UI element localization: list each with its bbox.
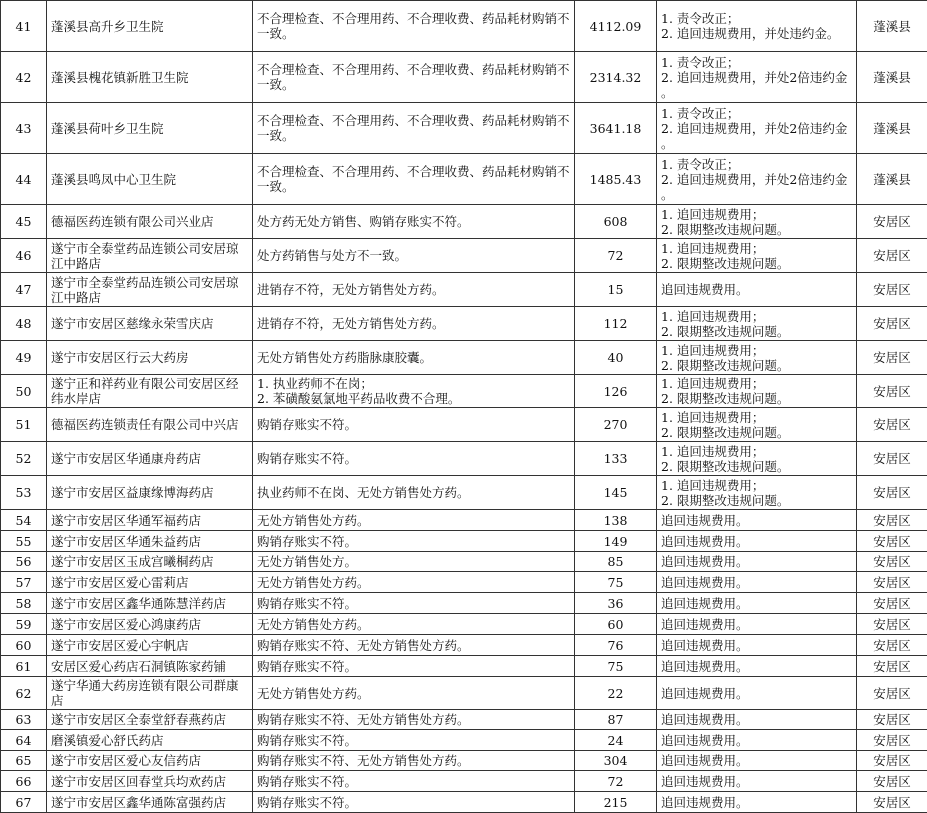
action-line: 2. 限期整改违规问题。 bbox=[661, 391, 852, 406]
violation-issue bbox=[253, 408, 575, 442]
institution-name: 遂宁市安居区爱心鸿康药店 bbox=[47, 614, 253, 635]
violation-amount: 22 bbox=[575, 677, 657, 710]
action-line: 1. 追回违规费用； bbox=[661, 444, 852, 459]
row-number: 63 bbox=[1, 710, 47, 730]
issue-line: 无处方销售处方。 bbox=[257, 554, 570, 569]
row-number: 67 bbox=[1, 792, 47, 813]
row-number: 44 bbox=[1, 154, 47, 205]
action-line: 1. 追回违规费用； bbox=[661, 241, 852, 256]
violation-amount: 75 bbox=[575, 656, 657, 677]
action-line: 2. 限期整改违规问题。 bbox=[661, 358, 852, 373]
table-row bbox=[1, 375, 927, 408]
violation-issue bbox=[253, 593, 575, 614]
district: 蓬溪县 bbox=[857, 103, 927, 154]
violation-amount: 15 bbox=[575, 273, 657, 307]
institution-name: 遂宁市安居区爱心雷莉店 bbox=[47, 572, 253, 593]
penalty-action bbox=[657, 751, 857, 771]
district: 安居区 bbox=[857, 677, 927, 710]
violation-issue bbox=[253, 635, 575, 656]
issue-line: 购销存账实不符。 bbox=[257, 774, 570, 789]
issue-line: 无处方销售处方药脂脉康胶囊。 bbox=[257, 350, 570, 365]
institution-name: 遂宁市安居区爱心宇帆店 bbox=[47, 635, 253, 656]
issue-line: 进销存不符，无处方销售处方药。 bbox=[257, 316, 570, 331]
district: 安居区 bbox=[857, 239, 927, 273]
violation-issue bbox=[253, 677, 575, 710]
institution-name: 遂宁市安居区爱心友信药店 bbox=[47, 751, 253, 771]
district: 安居区 bbox=[857, 656, 927, 677]
district: 安居区 bbox=[857, 510, 927, 531]
table-row bbox=[1, 635, 927, 656]
action-line: 1. 追回违规费用； bbox=[661, 376, 852, 391]
penalty-action bbox=[657, 730, 857, 751]
issue-line: 购销存账实不符。 bbox=[257, 596, 570, 611]
penalty-action bbox=[657, 572, 857, 593]
action-line: 1. 责令改正； bbox=[661, 55, 852, 70]
violation-issue bbox=[253, 341, 575, 375]
issue-line: 2. 苯磺酸氨氯地平药品收费不合理。 bbox=[257, 391, 570, 406]
violation-amount: 24 bbox=[575, 730, 657, 751]
violation-amount: 36 bbox=[575, 593, 657, 614]
institution-name: 遂宁市安居区鑫华通陈富强药店 bbox=[47, 792, 253, 813]
penalty-action bbox=[657, 593, 857, 614]
action-line: 追回违规费用。 bbox=[661, 753, 852, 768]
table-row bbox=[1, 656, 927, 677]
penalty-action bbox=[657, 771, 857, 792]
action-line: 追回违规费用。 bbox=[661, 659, 852, 674]
violation-amount: 126 bbox=[575, 375, 657, 408]
action-line: 追回违规费用。 bbox=[661, 638, 852, 653]
table-row bbox=[1, 792, 927, 813]
violation-issue bbox=[253, 510, 575, 531]
violation-issue bbox=[253, 205, 575, 239]
institution-name: 遂宁市安居区华通朱益药店 bbox=[47, 531, 253, 552]
issue-line: 无处方销售处方药。 bbox=[257, 513, 570, 528]
district: 安居区 bbox=[857, 751, 927, 771]
issue-line: 不合理检查、不合理用药、不合理收费、药品耗材购销不一致。 bbox=[257, 164, 570, 194]
violation-issue bbox=[253, 52, 575, 103]
row-number: 54 bbox=[1, 510, 47, 531]
issue-line: 购销存账实不符。 bbox=[257, 417, 570, 432]
action-line: 1. 责令改正； bbox=[661, 11, 852, 26]
institution-name: 遂宁市安居区回春堂兵均欢药店 bbox=[47, 771, 253, 792]
action-line: 追回违规费用。 bbox=[661, 774, 852, 789]
violation-issue bbox=[253, 614, 575, 635]
issue-line: 处方药无处方销售、购销存账实不符。 bbox=[257, 214, 570, 229]
penalty-action bbox=[657, 792, 857, 813]
issue-line: 购销存账实不符、无处方销售处方药。 bbox=[257, 638, 570, 653]
district: 安居区 bbox=[857, 341, 927, 375]
district: 安居区 bbox=[857, 710, 927, 730]
row-number: 65 bbox=[1, 751, 47, 771]
row-number: 55 bbox=[1, 531, 47, 552]
row-number: 51 bbox=[1, 408, 47, 442]
issue-line: 无处方销售处方药。 bbox=[257, 575, 570, 590]
action-line: 追回违规费用。 bbox=[661, 596, 852, 611]
issue-line: 购销存账实不符。 bbox=[257, 795, 570, 810]
institution-name: 蓬溪县高升乡卫生院 bbox=[47, 1, 253, 52]
penalty-action bbox=[657, 531, 857, 552]
row-number: 45 bbox=[1, 205, 47, 239]
violation-amount: 133 bbox=[575, 442, 657, 476]
table-row bbox=[1, 52, 927, 103]
institution-name: 遂宁市安居区鑫华通陈慧洋药店 bbox=[47, 593, 253, 614]
violation-amount: 72 bbox=[575, 771, 657, 792]
institution-name: 遂宁市全泰堂药品连锁公司安居琼江中路店 bbox=[47, 239, 253, 273]
institution-name: 蓬溪县鸣凤中心卫生院 bbox=[47, 154, 253, 205]
action-line: 追回违规费用。 bbox=[661, 575, 852, 590]
violation-amount: 40 bbox=[575, 341, 657, 375]
violation-amount: 138 bbox=[575, 510, 657, 531]
violation-amount: 145 bbox=[575, 476, 657, 510]
issue-line: 不合理检查、不合理用药、不合理收费、药品耗材购销不一致。 bbox=[257, 11, 570, 41]
penalty-action bbox=[657, 656, 857, 677]
action-line: 2. 限期整改违规问题。 bbox=[661, 256, 852, 271]
action-line: 2. 追回违规费用，并处2倍违约金 bbox=[661, 70, 852, 85]
table-row bbox=[1, 730, 927, 751]
table-row bbox=[1, 614, 927, 635]
issue-line: 购销存账实不符。 bbox=[257, 659, 570, 674]
table-row bbox=[1, 103, 927, 154]
row-number: 47 bbox=[1, 273, 47, 307]
row-number: 62 bbox=[1, 677, 47, 710]
violation-amount: 270 bbox=[575, 408, 657, 442]
institution-name: 遂宁市安居区玉成宫曦桐药店 bbox=[47, 552, 253, 572]
issue-line: 1. 执业药师不在岗； bbox=[257, 376, 570, 391]
violation-issue bbox=[253, 751, 575, 771]
district: 安居区 bbox=[857, 771, 927, 792]
penalty-action bbox=[657, 341, 857, 375]
action-line: 1. 责令改正； bbox=[661, 157, 852, 172]
district: 安居区 bbox=[857, 593, 927, 614]
action-line: 2. 限期整改违规问题。 bbox=[661, 425, 852, 440]
table-row bbox=[1, 307, 927, 341]
action-line: 2. 追回违规费用，并处2倍违约金 bbox=[661, 172, 852, 187]
penalty-action bbox=[657, 476, 857, 510]
table-row bbox=[1, 572, 927, 593]
row-number: 49 bbox=[1, 341, 47, 375]
table-row bbox=[1, 273, 927, 307]
violation-amount: 60 bbox=[575, 614, 657, 635]
penalty-action bbox=[657, 52, 857, 103]
action-line: 1. 追回违规费用； bbox=[661, 343, 852, 358]
row-number: 58 bbox=[1, 593, 47, 614]
violation-amount: 76 bbox=[575, 635, 657, 656]
institution-name: 遂宁市安居区全泰堂舒春燕药店 bbox=[47, 710, 253, 730]
table-row bbox=[1, 710, 927, 730]
action-line: 追回违规费用。 bbox=[661, 617, 852, 632]
institution-name: 磨溪镇爱心舒氏药店 bbox=[47, 730, 253, 751]
row-number: 57 bbox=[1, 572, 47, 593]
violation-issue bbox=[253, 154, 575, 205]
penalty-action bbox=[657, 205, 857, 239]
row-number: 50 bbox=[1, 375, 47, 408]
issue-line: 无处方销售处方药。 bbox=[257, 617, 570, 632]
violation-issue bbox=[253, 239, 575, 273]
district: 安居区 bbox=[857, 614, 927, 635]
action-line: 1. 追回违规费用； bbox=[661, 207, 852, 222]
row-number: 41 bbox=[1, 1, 47, 52]
violation-amount: 608 bbox=[575, 205, 657, 239]
violation-issue bbox=[253, 771, 575, 792]
violation-issue bbox=[253, 273, 575, 307]
action-line: 追回违规费用。 bbox=[661, 554, 852, 569]
violation-issue bbox=[253, 792, 575, 813]
issue-line: 不合理检查、不合理用药、不合理收费、药品耗材购销不一致。 bbox=[257, 62, 570, 92]
institution-name: 蓬溪县槐花镇新胜卫生院 bbox=[47, 52, 253, 103]
row-number: 48 bbox=[1, 307, 47, 341]
table-row bbox=[1, 677, 927, 710]
violation-issue bbox=[253, 103, 575, 154]
action-line: 追回违规费用。 bbox=[661, 513, 852, 528]
institution-name: 遂宁华通大药房连锁有限公司群康店 bbox=[47, 677, 253, 710]
institution-name: 遂宁市安居区益康缘博海药店 bbox=[47, 476, 253, 510]
action-line: 2. 限期整改违规问题。 bbox=[661, 222, 852, 237]
action-line: 2. 追回违规费用，并处违约金。 bbox=[661, 26, 852, 41]
row-number: 66 bbox=[1, 771, 47, 792]
row-number: 43 bbox=[1, 103, 47, 154]
district: 安居区 bbox=[857, 552, 927, 572]
penalty-action bbox=[657, 307, 857, 341]
row-number: 46 bbox=[1, 239, 47, 273]
penalty-action bbox=[657, 239, 857, 273]
action-line: 2. 限期整改违规问题。 bbox=[661, 459, 852, 474]
row-number: 53 bbox=[1, 476, 47, 510]
penalty-action bbox=[657, 510, 857, 531]
penalty-action bbox=[657, 1, 857, 52]
table-row bbox=[1, 442, 927, 476]
district: 安居区 bbox=[857, 635, 927, 656]
action-line: 追回违规费用。 bbox=[661, 282, 852, 297]
table-body bbox=[1, 1, 927, 813]
table-row bbox=[1, 510, 927, 531]
row-number: 64 bbox=[1, 730, 47, 751]
district: 安居区 bbox=[857, 476, 927, 510]
action-line: 追回违规费用。 bbox=[661, 534, 852, 549]
violation-amount: 72 bbox=[575, 239, 657, 273]
issue-line: 购销存账实不符。 bbox=[257, 534, 570, 549]
violation-issue bbox=[253, 307, 575, 341]
violation-issue bbox=[253, 656, 575, 677]
table-row bbox=[1, 154, 927, 205]
table-row bbox=[1, 531, 927, 552]
action-line: 追回违规费用。 bbox=[661, 712, 852, 727]
penalty-action bbox=[657, 442, 857, 476]
violation-amount: 75 bbox=[575, 572, 657, 593]
action-line: 1. 责令改正； bbox=[661, 106, 852, 121]
institution-name: 德福医药连锁有限公司兴业店 bbox=[47, 205, 253, 239]
penalty-action bbox=[657, 677, 857, 710]
violation-issue bbox=[253, 375, 575, 408]
district: 蓬溪县 bbox=[857, 1, 927, 52]
action-line: 2. 追回违规费用，并处2倍违约金 bbox=[661, 121, 852, 136]
table-row bbox=[1, 593, 927, 614]
issue-line: 无处方销售处方药。 bbox=[257, 686, 570, 701]
action-line: 追回违规费用。 bbox=[661, 795, 852, 810]
action-line: 1. 追回违规费用； bbox=[661, 478, 852, 493]
violation-amount: 2314.32 bbox=[575, 52, 657, 103]
action-line: 1. 追回违规费用； bbox=[661, 309, 852, 324]
violation-issue bbox=[253, 730, 575, 751]
district: 安居区 bbox=[857, 531, 927, 552]
district: 安居区 bbox=[857, 792, 927, 813]
institution-name: 遂宁市全泰堂药品连锁公司安居琼江中路店 bbox=[47, 273, 253, 307]
table-row bbox=[1, 205, 927, 239]
violation-amount: 215 bbox=[575, 792, 657, 813]
district: 安居区 bbox=[857, 375, 927, 408]
table-row bbox=[1, 476, 927, 510]
district: 安居区 bbox=[857, 730, 927, 751]
district: 安居区 bbox=[857, 408, 927, 442]
penalty-action bbox=[657, 103, 857, 154]
violation-issue bbox=[253, 476, 575, 510]
action-line: 。 bbox=[661, 136, 852, 151]
district: 安居区 bbox=[857, 273, 927, 307]
issue-line: 进销存不符，无处方销售处方药。 bbox=[257, 282, 570, 297]
violation-amount: 3641.18 bbox=[575, 103, 657, 154]
action-line: 1. 追回违规费用； bbox=[661, 410, 852, 425]
district: 安居区 bbox=[857, 307, 927, 341]
institution-name: 遂宁市安居区慈缘永荣雪庆店 bbox=[47, 307, 253, 341]
violation-amount: 304 bbox=[575, 751, 657, 771]
action-line: 2. 限期整改违规问题。 bbox=[661, 324, 852, 339]
table-row bbox=[1, 771, 927, 792]
table-row bbox=[1, 751, 927, 771]
row-number: 52 bbox=[1, 442, 47, 476]
penalty-action bbox=[657, 408, 857, 442]
district: 蓬溪县 bbox=[857, 154, 927, 205]
violation-issue bbox=[253, 442, 575, 476]
issue-line: 执业药师不在岗、无处方销售处方药。 bbox=[257, 485, 570, 500]
row-number: 42 bbox=[1, 52, 47, 103]
issue-line: 购销存账实不符、无处方销售处方药。 bbox=[257, 712, 570, 727]
table-row bbox=[1, 1, 927, 52]
table-row bbox=[1, 552, 927, 572]
institution-name: 遂宁市安居区华通康舟药店 bbox=[47, 442, 253, 476]
action-line: 追回违规费用。 bbox=[661, 686, 852, 701]
penalty-action bbox=[657, 154, 857, 205]
table-row bbox=[1, 408, 927, 442]
penalty-action bbox=[657, 635, 857, 656]
table-row bbox=[1, 239, 927, 273]
violation-issue bbox=[253, 572, 575, 593]
row-number: 59 bbox=[1, 614, 47, 635]
violation-amount: 149 bbox=[575, 531, 657, 552]
penalty-action bbox=[657, 614, 857, 635]
institution-name: 安居区爱心药店石洞镇陈家药铺 bbox=[47, 656, 253, 677]
penalty-action bbox=[657, 710, 857, 730]
issue-line: 处方药销售与处方不一致。 bbox=[257, 248, 570, 263]
issue-line: 购销存账实不符、无处方销售处方药。 bbox=[257, 753, 570, 768]
row-number: 60 bbox=[1, 635, 47, 656]
institution-name: 遂宁正和祥药业有限公司安居区经纬水岸店 bbox=[47, 375, 253, 408]
action-line: 。 bbox=[661, 85, 852, 100]
action-line: 追回违规费用。 bbox=[661, 733, 852, 748]
district: 安居区 bbox=[857, 205, 927, 239]
row-number: 56 bbox=[1, 552, 47, 572]
penalty-action bbox=[657, 552, 857, 572]
district: 安居区 bbox=[857, 442, 927, 476]
violation-issue bbox=[253, 531, 575, 552]
institution-name: 遂宁市安居区行云大药房 bbox=[47, 341, 253, 375]
violation-amount: 85 bbox=[575, 552, 657, 572]
violation-issue bbox=[253, 552, 575, 572]
violation-issue bbox=[253, 1, 575, 52]
institution-name: 遂宁市安居区华通军福药店 bbox=[47, 510, 253, 531]
issue-line: 购销存账实不符。 bbox=[257, 451, 570, 466]
violation-amount: 87 bbox=[575, 710, 657, 730]
action-line: 。 bbox=[661, 187, 852, 202]
institution-name: 德福医药连锁责任有限公司中兴店 bbox=[47, 408, 253, 442]
penalty-action bbox=[657, 375, 857, 408]
issue-line: 购销存账实不符。 bbox=[257, 733, 570, 748]
table-row bbox=[1, 341, 927, 375]
institution-name: 蓬溪县荷叶乡卫生院 bbox=[47, 103, 253, 154]
row-number: 61 bbox=[1, 656, 47, 677]
issue-line: 不合理检查、不合理用药、不合理收费、药品耗材购销不一致。 bbox=[257, 113, 570, 143]
violation-issue bbox=[253, 710, 575, 730]
action-line: 2. 限期整改违规问题。 bbox=[661, 493, 852, 508]
district: 安居区 bbox=[857, 572, 927, 593]
penalty-action bbox=[657, 273, 857, 307]
district: 蓬溪县 bbox=[857, 52, 927, 103]
violation-amount: 4112.09 bbox=[575, 1, 657, 52]
violation-amount: 1485.43 bbox=[575, 154, 657, 205]
violation-amount: 112 bbox=[575, 307, 657, 341]
